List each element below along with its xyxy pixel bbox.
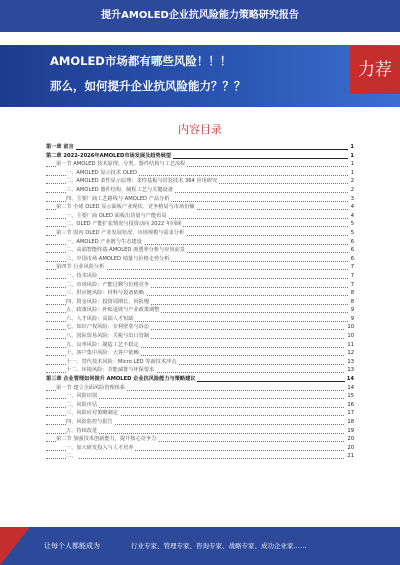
toc-entry-page: 9: [350, 315, 354, 322]
toc-entry-title: 七、知识产权风险：专利壁垒与诉讼: [66, 324, 150, 331]
toc-entry[interactable]: [46, 289, 354, 298]
report-header-title: 提升AMOLED企业抗风险能力策略研究报告: [101, 10, 299, 21]
toc-entry-page: 13: [347, 367, 354, 374]
toc-entry[interactable]: [46, 281, 354, 290]
toc-entry[interactable]: [46, 152, 354, 161]
banner: [0, 45, 400, 107]
toc-entry-title: 五、持续改进: [66, 427, 98, 434]
toc-entry-page: 6: [350, 247, 354, 254]
toc-entry-title: 第一章 前言: [46, 144, 74, 150]
toc-entry-page: 11: [347, 341, 354, 348]
toc-entry[interactable]: [46, 435, 354, 444]
toc-entry-title: 第三节 国内 OLED 产业发展状况、市场规模与需求分析: [56, 229, 185, 236]
toc-entry-title: 二、风险评估: [66, 401, 98, 408]
toc-entry-page: 7: [350, 264, 354, 271]
toc-entry-page: 20: [347, 436, 354, 443]
toc-entry-page: 5: [350, 229, 354, 236]
toc-entry-page: 15: [347, 393, 354, 400]
toc-entry[interactable]: [46, 195, 354, 204]
toc-entry-page: 7: [350, 272, 354, 279]
toc-entry[interactable]: [46, 332, 354, 341]
toc-entry-title: 八、国际贸易风险：关税与出口管制: [66, 333, 150, 340]
toc-entry-page: 1: [350, 169, 354, 176]
toc-entry-page: 10: [347, 333, 354, 340]
toc-entry-page: 6: [350, 238, 354, 245]
toc-entry-title: 一、加大研发投入与人才培养: [66, 444, 134, 451]
toc-entry-title: 三、供应链风险：材料与设备依赖: [66, 290, 144, 297]
toc-entry-page: 2: [350, 186, 354, 193]
toc-entry-page: 2: [350, 178, 354, 185]
report-header: [0, 0, 400, 32]
toc-entry-page: 9: [350, 307, 354, 314]
toc-entry-page: 5: [350, 221, 354, 228]
toc-entry-title: 十一、替代技术风险：Micro LED 等新技术冲击: [66, 358, 177, 365]
toc-entry[interactable]: [46, 341, 354, 350]
toc-entry-title: 一、AMOLED 显示技术 OLED: [66, 169, 137, 176]
toc-entry-page: 13: [347, 358, 354, 365]
toc-entry-title: 二、市场风险：产能过剩与价格竞争: [66, 281, 150, 288]
toc-entry-page: 14: [346, 376, 354, 383]
toc-entry-title: 第二节 加强技术创新能力，提升核心竞争力: [56, 436, 157, 443]
toc-entry[interactable]: [46, 186, 354, 195]
table-of-contents: [46, 143, 354, 461]
toc-entry-page: 14: [347, 384, 354, 391]
banner-line-1: AMOLED市场都有哪些风险！！！: [50, 54, 232, 68]
toc-entry-title: 四、主要厂商工艺路线与 AMOLED 产品分析: [66, 195, 170, 202]
toc-entry-title: 一、AMOLED 产业链与生态建设: [66, 238, 142, 245]
toc-entry-title: 二、OLED 产能扩张情况与投资动向 2022 年回顾: [66, 221, 182, 228]
toc-entry-page: 1: [350, 144, 354, 150]
toc-entry[interactable]: [46, 392, 354, 401]
toc-entry-page: 19: [347, 427, 354, 434]
toc-entry-page: 3: [350, 195, 354, 202]
toc-entry-title: 第一节 AMOLED 技术原理、分类、器件结构与工艺流程: [56, 161, 186, 168]
toc-entry-title: 二、高端智能终端 AMOLED 渗透率分析与应用前景: [66, 247, 185, 254]
toc-entry-title: 一、主要厂商 OLED 面板出货量与产能布局: [66, 212, 167, 219]
toc-entry[interactable]: [46, 160, 354, 169]
footer-slogan-left: 让每个人都能成为: [44, 542, 100, 550]
footer: [0, 527, 400, 565]
toc-entry-page: 4: [350, 212, 354, 219]
toc-entry-title: 六、人才风险：高端人才短缺: [66, 315, 134, 322]
toc-entry[interactable]: [46, 229, 354, 238]
toc-entry[interactable]: [46, 375, 354, 384]
toc-title: 内容目录: [178, 123, 222, 136]
recommend-badge: 力荐: [350, 46, 400, 94]
toc-entry-title: 第一节 建立全面风险管理体系: [56, 384, 126, 391]
toc-entry[interactable]: [46, 366, 354, 375]
toc-entry-page: 10: [347, 324, 354, 331]
toc-entry-page: 17: [347, 410, 354, 417]
toc-entry-page: 20: [347, 444, 354, 451]
banner-line-2: 那么，如何提升企业抗风险能力？？？: [50, 79, 246, 93]
toc-entry[interactable]: [46, 418, 354, 427]
toc-entry-title: 二、AMOLED 柔性显示原理：柔性基板与封装技术 364 应用研究: [66, 178, 218, 185]
toc-entry-title: 十、客户集中风险：大客户依赖: [66, 350, 139, 357]
toc-entry-title: 五、政策风险：补贴退坡与产业政策调整: [66, 307, 160, 314]
toc-entry-title: 第二节 全球 OLED 显示面板产业现状、竞争格局与市场份额: [56, 204, 195, 211]
toc-entry[interactable]: [46, 212, 354, 221]
toc-entry-page: 12: [347, 350, 354, 357]
toc-entry-page: 21: [347, 453, 354, 460]
toc-entry-page: 18: [347, 419, 354, 425]
toc-entry[interactable]: [46, 263, 354, 272]
toc-entry-title: 三、AMOLED 器件结构、制程工艺与关键设备: [66, 186, 173, 193]
toc-entry[interactable]: [46, 384, 354, 393]
toc-entry-page: 16: [347, 401, 354, 408]
toc-entry-page: 7: [350, 281, 354, 288]
toc-entry[interactable]: [46, 427, 354, 436]
toc-entry-page: 4: [350, 204, 354, 211]
toc-entry[interactable]: [46, 323, 354, 332]
toc-entry[interactable]: [46, 401, 354, 410]
toc-entry-title: 三、中国市场 AMOLED 销量与价格走势分析: [66, 255, 170, 262]
toc-entry[interactable]: [46, 255, 354, 264]
toc-entry[interactable]: [46, 272, 354, 281]
toc-entry-title: 一、技术风险: [66, 272, 98, 279]
toc-entry-title: 三、风险应对策略制定: [66, 410, 118, 417]
toc-entry[interactable]: [46, 409, 354, 418]
footer-accent: [0, 527, 30, 565]
toc-entry[interactable]: [46, 203, 354, 212]
toc-entry-title: 十二、环境风险：节能减排与环保要求: [66, 367, 155, 374]
toc-entry[interactable]: [46, 246, 354, 255]
toc-entry[interactable]: [46, 169, 354, 178]
toc-entry[interactable]: [46, 349, 354, 358]
toc-entry-title: 四、资金风险：投资周期长、回报慢: [66, 298, 150, 305]
toc-entry-page: 1: [350, 161, 354, 168]
toc-entry-page: 8: [350, 298, 354, 305]
toc-entry-page: 8: [350, 290, 354, 297]
toc-entry-title: 二、: [66, 453, 77, 460]
toc-entry[interactable]: [46, 444, 354, 453]
toc-entry-title: 第四节 行业风险分析: [56, 264, 105, 271]
toc-entry-page: 6: [350, 255, 354, 262]
footer-slogan-right: 行业专家、管理专家、咨询专家、战略专家、成功企业家……: [131, 542, 307, 550]
toc-entry[interactable]: [46, 452, 354, 461]
toc-entry[interactable]: [46, 220, 354, 229]
toc-entry-title: 四、风险监控与报告: [66, 419, 113, 425]
toc-entry[interactable]: [46, 358, 354, 367]
toc-entry[interactable]: [46, 306, 354, 315]
toc-entry[interactable]: [46, 143, 354, 152]
toc-entry-title: 第二章 2022-2026年AMOLED市场发展及趋势展望: [46, 152, 172, 159]
toc-entry[interactable]: [46, 177, 354, 186]
toc-entry-title: 九、良率风险：制造工艺不稳定: [66, 341, 139, 348]
toc-entry-page: 1: [350, 152, 354, 159]
toc-entry[interactable]: [46, 238, 354, 247]
toc-entry-title: 第三章 企业管理如何提升 AMOLED 企业抗风险能力与策略建议: [46, 376, 196, 383]
toc-entry[interactable]: [46, 298, 354, 307]
toc-entry-title: 一、风险识别: [66, 393, 98, 400]
toc-entry[interactable]: [46, 315, 354, 324]
